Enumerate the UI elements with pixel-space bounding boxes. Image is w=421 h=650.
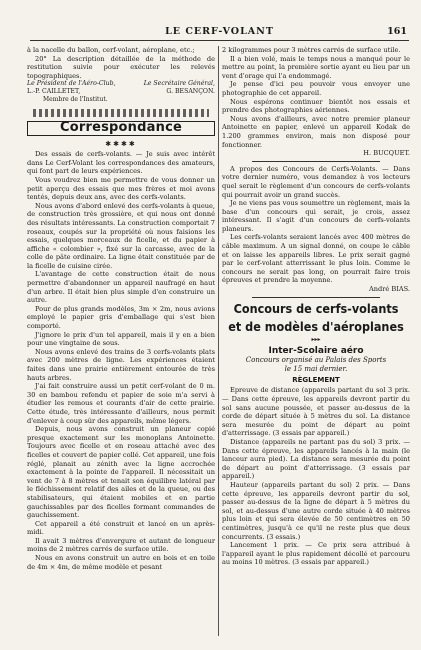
reglement-heading: RÈGLEMENT bbox=[292, 375, 340, 384]
subtitle-line-2: le 15 mai dernier. bbox=[284, 364, 348, 373]
paragraph: Nous avons d'abord enlevé des cerfs-volants à queue, de construction très grossière, et qui nous ont donné des résultats intéressants. La construction comportait 7 roseaux, coupés sur la propriété où nous faisions les essais, quelques morceaux de ficelle, et du papier à affiche « colombier », fixé sur la carcasse, avec de la colle de pâte ordinaire. La ligne était constituée par de la ficelle de cuisine cirée. bbox=[27, 201, 215, 270]
journal-title: LE CERF-VOLANT bbox=[165, 26, 274, 37]
section-rule bbox=[252, 297, 380, 298]
paragraph: Distance (appareils ne partant pas du sol) 3 prix. — Dans cette épreuve, les appareils lancés à la main (le lanceur aura pied). La distance sera mesurée du point de départ au point d'atterrissage. (3 essais par appareil.) bbox=[222, 437, 410, 481]
right-column bbox=[222, 46, 410, 567]
paragraph: A propos des Concours de Cerfs-Volants. — Dans votre dernier numéro, vous demandez à vos lecteurs quel serait le règlement d'un concours de cerfs-volants qui pourrait avoir un grand succès. bbox=[222, 164, 410, 199]
column-divider bbox=[218, 46, 219, 636]
signature-row-2 bbox=[27, 88, 215, 96]
stars-ornament: ✱✱✱✱ bbox=[105, 139, 137, 148]
paragraph: J'ignore le prix d'un tel appareil, mais il y en a bien pour une vingtaine de sous. bbox=[27, 330, 215, 348]
paragraph: 2 kilogrammes pour 3 mètres carrés de surface utile. bbox=[222, 46, 401, 54]
subtitle-line-1: Concours organisé au Palais des Sports bbox=[245, 355, 387, 364]
arrows-ornament: ▸▸▸ bbox=[311, 335, 321, 343]
heading-concours-line-1: Concours de cerfs-volants bbox=[233, 300, 399, 316]
ornament-divider bbox=[33, 109, 209, 117]
paragraph: Lancement 1 prix. — Ce prix sera attribué à l'appareil ayant le plus rapidement décollé et parcouru au moins 10 mètres. (3 essais par appareil.) bbox=[222, 541, 410, 567]
paragraph: Je pense d'ici peu pouvoir vous envoyer une photographie de cet appareil. bbox=[222, 80, 410, 97]
paragraph: Epreuve de distance (appareils partant du sol 3 prix. — Dans cette épreuve, les appareils devront partir du sol sans aucune poussée, et passer au-dessus de la corde de départ située à 5 mètres du sol. La distance sera mesurée du point de départ au point d'atterrissage. (3 essais par appareil.) bbox=[222, 386, 410, 438]
signature-note: Membre de l'Institut. bbox=[43, 96, 108, 104]
paragraph: Les cerfs-volants seraient lancés avec 400 mètres de câble maximum. A un signal donné, on coupe le câble et on laisse les appareils libres. Le prix serait gagné par le cerf-volant atterrissant le plus loin. Comme le concours ne serait pas long, on pourrait faire trois épreuves et prendre la moyenne. bbox=[222, 233, 410, 285]
signature-bias: André BIAS. bbox=[369, 285, 410, 294]
page-header bbox=[30, 26, 409, 41]
signature-name-cailletet: L.-P. CAILLETET, bbox=[27, 88, 81, 96]
paragraph: Des essais de cerfs-volants. — Je suis avec intérêt dans Le Cerf-Volant les correspondances des amateurs, qui font part de leurs expériences. bbox=[27, 150, 215, 176]
paragraph: Nous avons d'ailleurs, avec notre premier planeur Antoinette en papier, enlevé un appareil Kodak de 1.200 grammes environ, mais non disposé pour fonctionner. bbox=[222, 114, 410, 149]
left-column bbox=[27, 46, 215, 571]
heading-inter-scolaire: Inter-Scolaire aéro bbox=[268, 346, 364, 357]
section-rule bbox=[252, 161, 380, 162]
signature-row-1 bbox=[27, 80, 215, 88]
paragraph: Nous avons enlevé des trains de 3 cerfs-volants plats avec 200 mètres de ligne. Les expériences étaient faites dans une prairie entièrement entourée de très hauts arbres. bbox=[27, 347, 215, 382]
paragraph: Je ne viens pas vous soumettre un règlement, mais la base d'un concours qui serait, je crois, assez intéressant. Il s'agit d'un concours de cerfs-volants planeurs. bbox=[222, 199, 410, 233]
intro-line-2: 20° La description détaillée de la méthode de restitution suivie pour exécuter les relevés topographiques. bbox=[27, 54, 215, 80]
signature-secretary: Le Secrétaire Général, bbox=[143, 80, 215, 88]
paragraph: Vous voudrez bien me permettre de vous donner un petit aperçu des essais que mes frères et moi avons tentés, depuis deux ans, avec des cerfs-volants. bbox=[27, 175, 215, 202]
paragraph: J'ai fait construire aussi un petit cerf-volant de 0 m. 30 en bambou refendu et papier de soie m'a servi à étudier les remous et courants d'air de cette prairie. Cette étude, très intéressante d'ailleurs, nous permit d'enlever à coup sûr des appareils, même légers. bbox=[27, 382, 215, 425]
paragraph: Il avait 3 mètres d'envergure et autant de longueur moins de 2 mètres carrés de surface utile. bbox=[27, 536, 215, 554]
paragraph: Il a bien volé, mais le temps nous a manqué pour le mettre au point, la première sortie ayant eu lieu par un vent d'orage qui l'a endommagé. bbox=[222, 54, 410, 80]
paragraph: Pour de plus grands modèles, 3m × 2m, nous avions employé le papier gris d'emballage qui s'est bien comporté. bbox=[27, 304, 215, 331]
heading-concours-line-2: et de modèles d'aéroplanes bbox=[228, 318, 404, 334]
paragraph: Nous espérons continuer bientôt nos essais et prendre des photographies aériennes. bbox=[222, 97, 410, 115]
paragraph: Depuis, nous avons construit un planeur copié presque exactement sur les monoplans Antoinette. Toujours avec ficelle et en roseau attaché avec des ficelles et couvert de papier collé. Cet appareil, une fois réglé, planait au zénith avec la ligne accrochée exactement à la pointe de l'appareil. Il nécessitait un vent de 7 à 8 mètres et tenait son équilibre latéral par le fléchissement relatif des ailes et de la queue, ou des stabilisateurs, qui étaient mobiles et en partie gauchissables par des ficelles formant commandes de gauchissement. bbox=[27, 425, 215, 520]
intro-line-1: à la nacelle du ballon, cerf-volant, aéroplane, etc.; bbox=[27, 46, 195, 54]
paragraph: Hauteur (appareils partant du sol) 2 prix. — Dans cette épreuve, les appareils devront partir du sol, passer au-dessus de la ligne de départ à 5 mètres du sol, et au-dessus d'une autre corde située à 40 mètres plus loin et qui sera élevée de 50 centimètres en 50 centimètres, jusqu'à ce qu'il ne reste plus que deux concurrents. (3 essais.) bbox=[222, 480, 410, 541]
paragraph: Nous en avons construit un autre en bois et en toile de 4m × 4m, de même modèle et pesant bbox=[27, 554, 215, 571]
signature-name-besancon: G. BESANÇON. bbox=[166, 88, 215, 96]
paragraph: Cet appareil a été construit et lancé en un après-midi. bbox=[27, 519, 215, 537]
signature-bucquet: H. BUCQUET. bbox=[363, 149, 410, 158]
signature-president: Le Président de l'Aéro-Club, bbox=[27, 80, 116, 88]
paragraph: L'avantage de cette construction était de nous permettre d'abandonner un appareil naufragé en haut d'un arbre. Il était bien plus simple d'en construire un autre. bbox=[27, 270, 215, 305]
page-number: 161 bbox=[387, 26, 407, 37]
section-title-correspondance: Correspondance bbox=[27, 121, 215, 136]
